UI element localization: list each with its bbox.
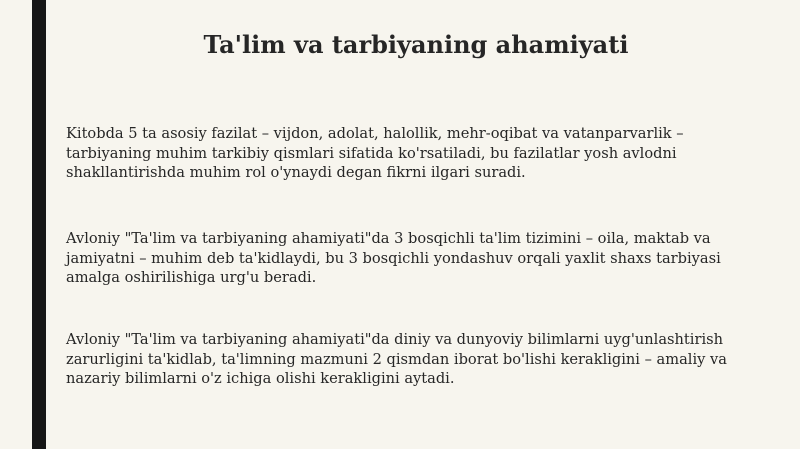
paragraph-virtues	[66, 124, 746, 183]
left-accent-bar	[32, 0, 46, 449]
paragraph-line: amalga oshirilishiga urg'u beradi.	[66, 269, 317, 286]
paragraph-line: jamiyatni – muhim deb ta'kidlaydi, bu 3 bosqichli yondashuv orqali yaxlit shaxs tarbiyasi	[66, 249, 721, 267]
paragraph-line: Avloniy "Ta'lim va tarbiyaning ahamiyati"da diniy va dunyoviy bilimlarni uyg'unlashtirish	[66, 331, 723, 348]
paragraph-education-system	[66, 229, 746, 288]
paragraph-line: shakllantirishda muhim rol o'ynaydi degan fikrni ilgari suradi.	[66, 164, 526, 181]
paragraph-line: Avloniy "Ta'lim va tarbiyaning ahamiyati"da 3 bosqichli ta'lim tizimini – oila, maktab va	[66, 230, 711, 247]
paragraph-line: tarbiyaning muhim tarkibiy qismlari sifatida ko'rsatiladi, bu fazilatlar yosh avlodni	[66, 144, 677, 162]
slide-title: Ta'lim va tarbiyaning ahamiyati	[203, 30, 629, 59]
paragraph-knowledge	[66, 330, 746, 389]
paragraph-line: zarurligini ta'kidlab, ta'limning mazmuni 2 qismdan iborat bo'lishi kerakligini – amaliy va	[66, 350, 727, 368]
paragraph-line: nazariy bilimlarni o'z ichiga olishi kerakligini aytadi.	[66, 370, 455, 387]
slide	[46, 0, 800, 449]
paragraph-line: Kitobda 5 ta asosiy fazilat – vijdon, adolat, halollik, mehr-oqibat va vatanparvarlik –	[66, 125, 684, 142]
